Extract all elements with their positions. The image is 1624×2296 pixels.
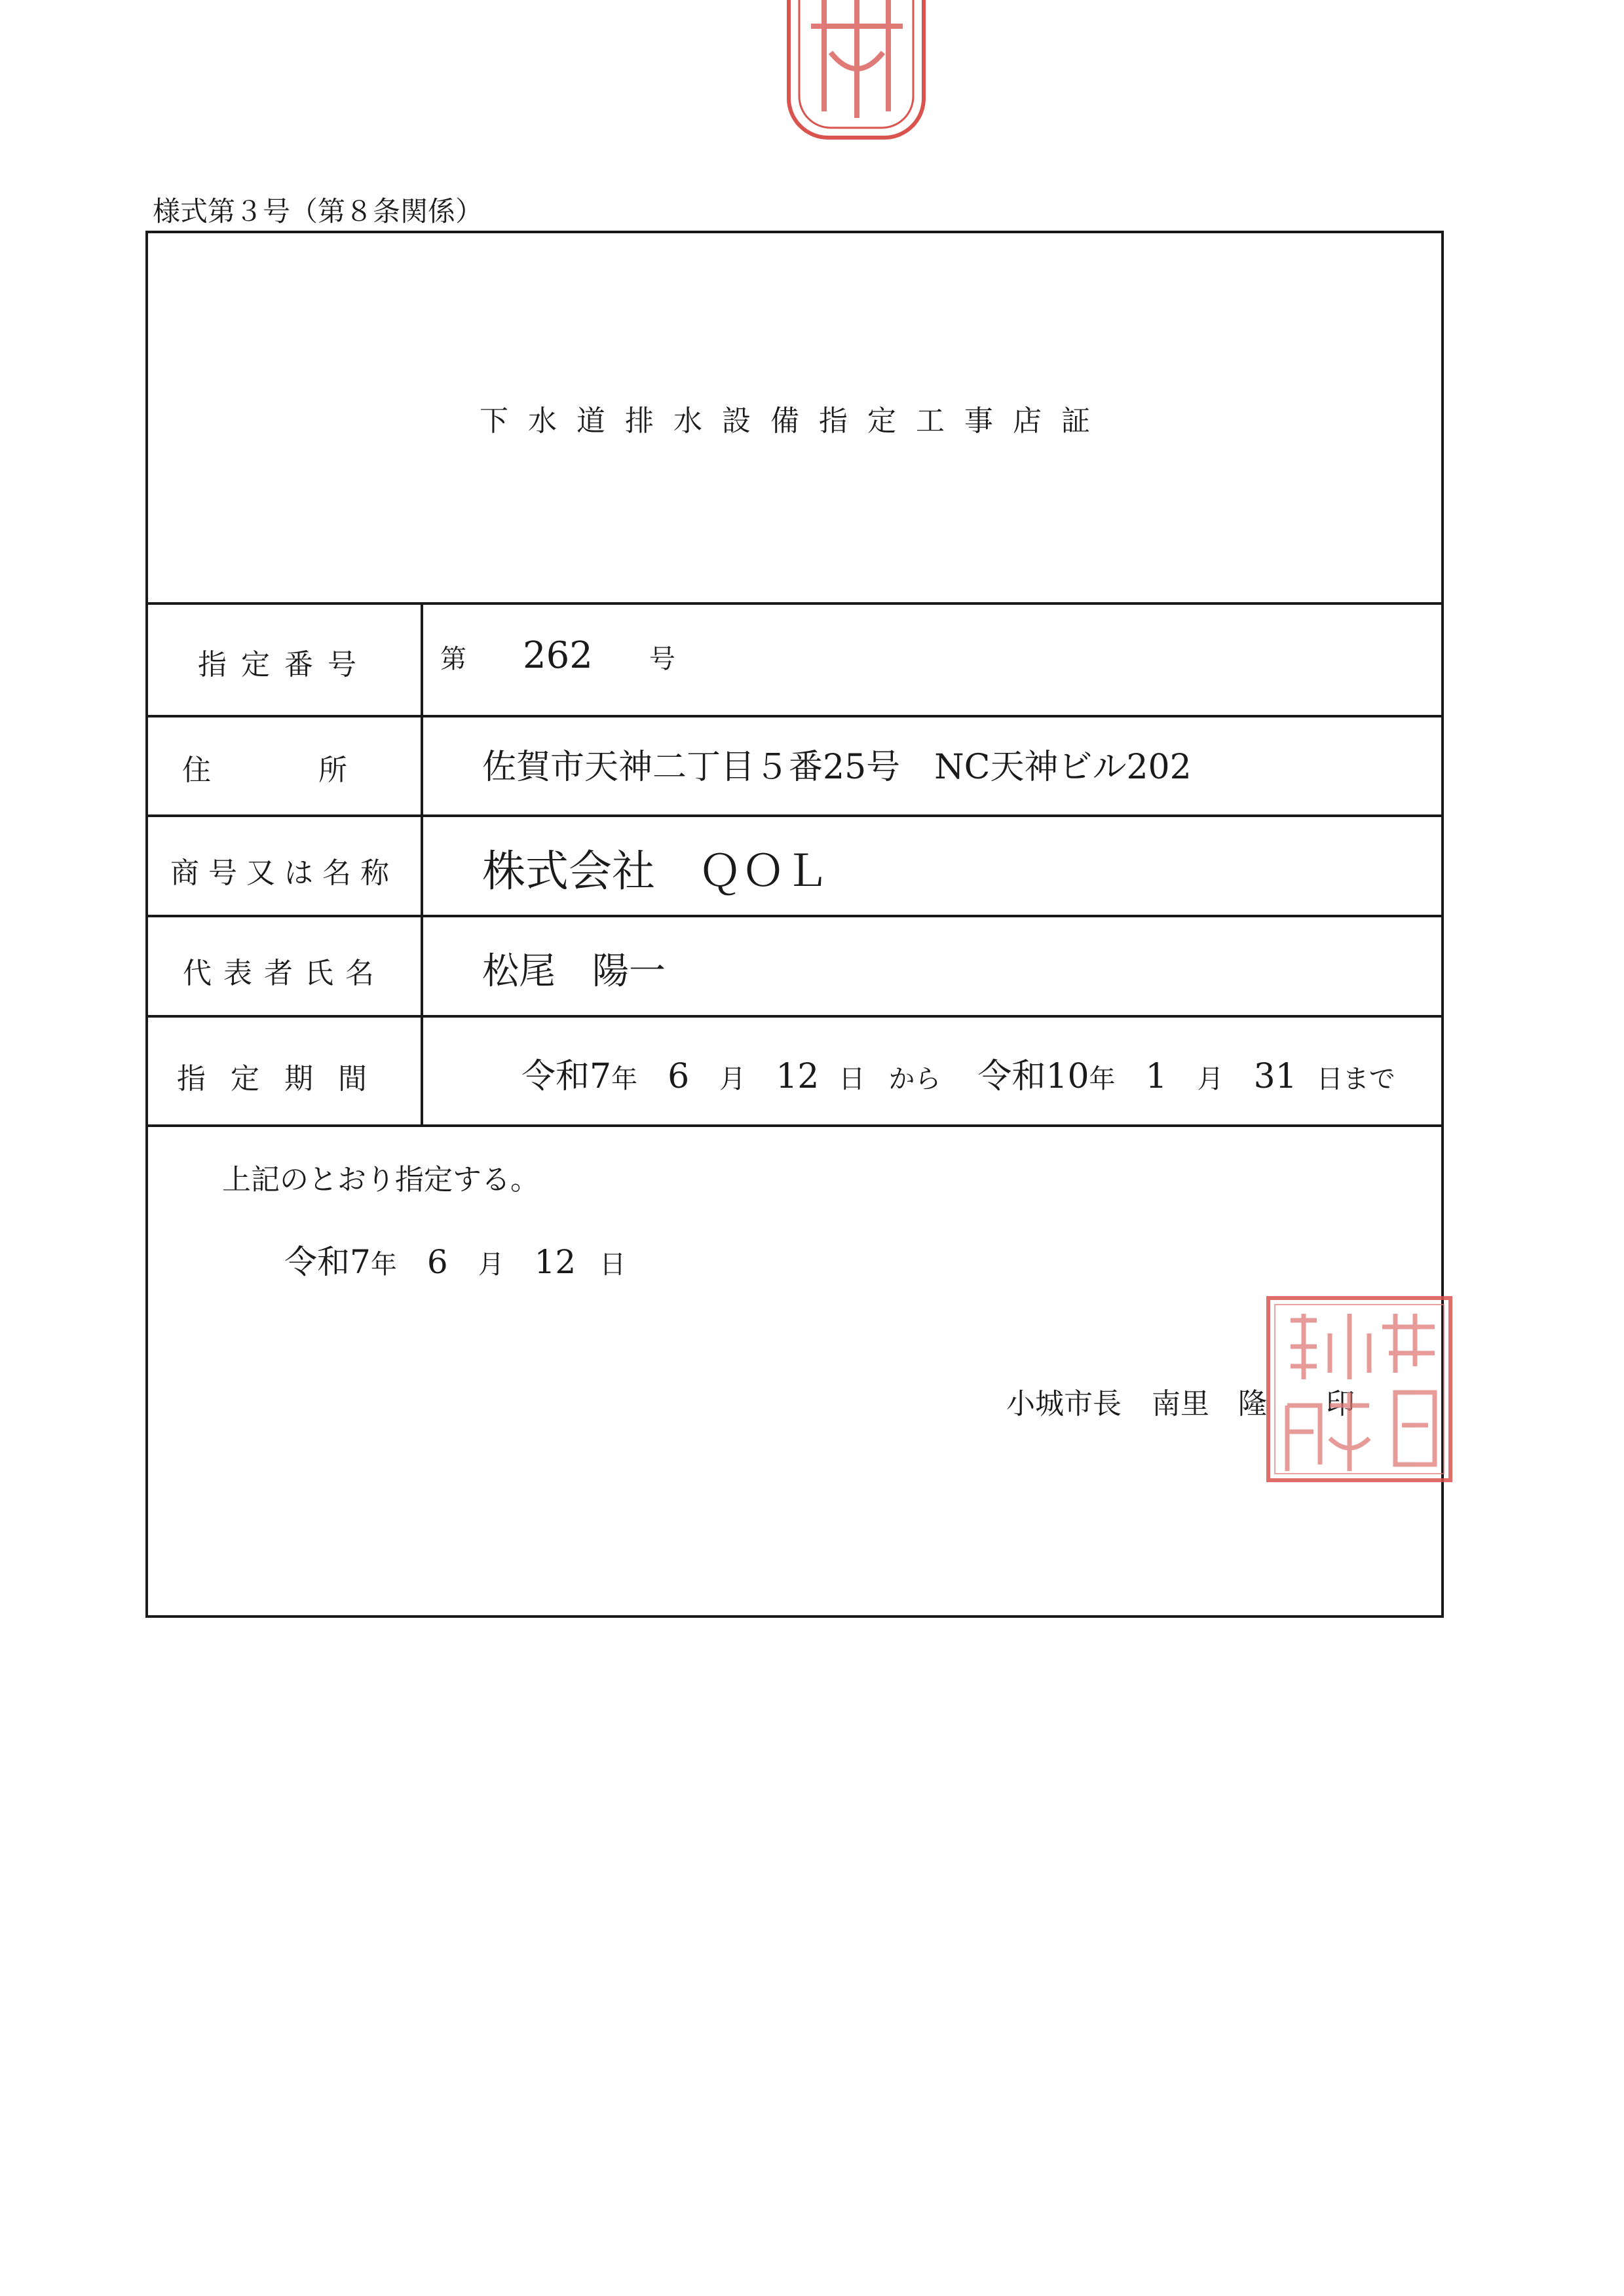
end-day: 31 xyxy=(1253,1057,1297,1096)
issued-date xyxy=(284,1236,626,1283)
period-value xyxy=(521,1048,1395,1098)
period-label: 指定期間 xyxy=(177,1062,392,1096)
designation-number-value xyxy=(440,634,675,677)
issued-month-unit: 月 xyxy=(478,1250,504,1280)
address-value: 佐賀市天神二丁目５番25号 NC天神ビル202 xyxy=(482,748,1192,787)
row-divider xyxy=(148,602,1441,605)
designation-statement: 上記のとおり指定する。 xyxy=(222,1163,539,1196)
number-value: 262 xyxy=(523,634,593,677)
mayor-title: 小城市長 xyxy=(1006,1387,1122,1421)
end-era: 令和10 xyxy=(977,1057,1089,1096)
issued-month: 6 xyxy=(426,1243,448,1281)
representative-label: 代表者氏名 xyxy=(183,957,386,990)
row-divider xyxy=(148,915,1441,917)
certificate-title: 下水道排水設備指定工事店証 xyxy=(480,404,1110,438)
end-month-unit: 月 xyxy=(1197,1064,1224,1094)
row-divider xyxy=(148,715,1441,718)
from-text: から xyxy=(888,1064,941,1094)
issued-year-unit: 年 xyxy=(370,1250,397,1280)
start-month: 6 xyxy=(668,1057,690,1096)
end-year-unit: 年 xyxy=(1089,1064,1116,1094)
mayor-name: 南里 隆 xyxy=(1152,1387,1267,1421)
company-name-label: 商号又は名称 xyxy=(170,856,398,890)
end-month: 1 xyxy=(1145,1057,1167,1096)
row-divider xyxy=(148,814,1441,817)
top-partial-seal-icon xyxy=(785,0,928,151)
start-era: 令和7 xyxy=(521,1057,612,1096)
official-seal-icon xyxy=(1264,1294,1454,1484)
representative-value: 松尾 陽一 xyxy=(482,950,666,993)
designation-number-label: 指定番号 xyxy=(198,648,371,681)
number-suffix: 号 xyxy=(649,644,675,674)
start-month-unit: 月 xyxy=(719,1064,746,1094)
issued-day: 12 xyxy=(534,1243,576,1281)
until-text: 日まで xyxy=(1316,1064,1395,1094)
issued-era: 令和7 xyxy=(284,1243,371,1281)
company-name-value: 株式会社 ＱＯＬ xyxy=(482,846,828,896)
start-day-unit: 日 xyxy=(839,1064,865,1094)
issued-day-unit: 日 xyxy=(599,1250,626,1280)
start-year-unit: 年 xyxy=(611,1064,638,1094)
certificate-frame xyxy=(145,231,1444,1618)
start-day: 12 xyxy=(776,1057,820,1096)
form-number-label: 様式第３号（第８条関係） xyxy=(153,195,483,227)
row-divider xyxy=(148,1124,1441,1127)
row-divider xyxy=(148,1015,1441,1018)
seal-mark: 印 xyxy=(1326,1387,1355,1421)
address-label: 住 所 xyxy=(182,754,387,787)
column-divider xyxy=(421,602,423,1124)
number-prefix: 第 xyxy=(440,644,466,674)
